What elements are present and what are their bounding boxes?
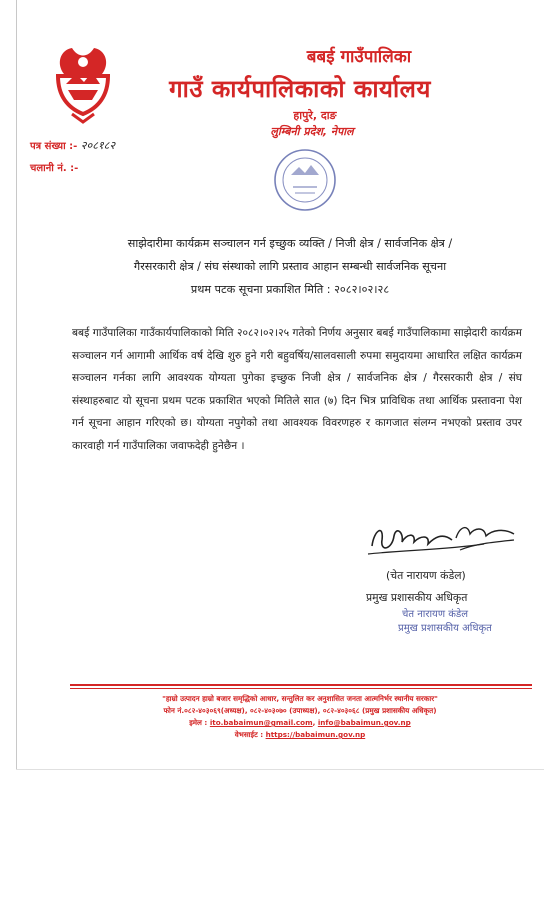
page-border bbox=[16, 769, 544, 770]
signatory-name: (चेत नारायण कंडेल) bbox=[386, 569, 466, 582]
dispatch-number bbox=[30, 160, 78, 174]
footer-phone: फोन नं.०८२-४०३०६९(अध्यक्ष), ०८२-४०३०७० (उपाध्यक्ष), ०८२-४०३०६८ (प्रमुख प्रशासकीय अधिकृत) bbox=[163, 706, 437, 715]
footer-website bbox=[40, 730, 553, 740]
notice-subject bbox=[50, 232, 530, 301]
province: लुम्बिनी प्रदेश, नेपाल bbox=[270, 125, 354, 138]
letter-number-value: २०८१८२ bbox=[80, 139, 116, 152]
letter-number bbox=[30, 138, 115, 153]
notice-body: बबई गाउँपालिका गाउँकार्यपालिकाको मिति २०८२।०२।२५ गतेको निर्णय अनुसार बबई गाउँपालिकामा साझेदारी कार्यक्रम सञ्चालन गर्न आगामी आर्थिक वर्ष देखि शुरु हुने गरी बहुवर्षिय/सालवसाली रुपमा समुदायमा आधारित लक्षित कार्यक्रम सञ्चालन गर्नका लागि आवश्यक योग्यता पुगेका इच्छुक निजी क्षेत्र / सार्वजनिक क्षेत्र / गैरसरकारी क्षेत्र / संघ संस्थाहरुबाट यो सूचना प्रथम पटक प्रकाशित भएको मितिले सात (७) दिन भित्र प्राविधिक तथा आर्थिक प्रस्तावना पेश गर्न सूचना आहान गरिएको छ। योग्यता नपुगेको तथा आवश्यक विवरणहरु र कागजात संलग्न नभएको प्रस्ताव उपर कारवाही गर्न गाउँपालिका जवाफदेही हुनेछैन । bbox=[72, 327, 522, 452]
municipality-name: बबई गाउँपालिका bbox=[306, 47, 412, 67]
dispatch-number-label: चलानी नं. :- bbox=[30, 163, 79, 174]
letter-number-label: पत्र संख्या :- bbox=[30, 141, 78, 152]
website-label: वेभसाईट : bbox=[234, 730, 264, 739]
subject-line: गैरसरकारी क्षेत्र / संघ संस्थाको लागि प्रस्ताव आहान सम्बन्धी सार्वजनिक सूचना bbox=[133, 260, 447, 273]
subject-line: साझेदारीमा कार्यक्रम सञ्चालन गर्न इच्छुक व्यक्ति / निजी क्षेत्र / सार्वजनिक क्षेत्र / bbox=[127, 237, 453, 250]
office-name: गाउँ कार्यपालिकाको कार्यालय bbox=[169, 75, 431, 103]
page-border bbox=[16, 0, 17, 770]
email-link[interactable]: ito.babaimun@gmail.com bbox=[209, 718, 313, 727]
signatory-title: प्रमुख प्रशासकीय अधिकृत bbox=[366, 591, 468, 604]
name-stamp: चेत नारायण कंडेल bbox=[402, 609, 469, 620]
footer-divider bbox=[70, 684, 532, 686]
email-link[interactable]: info@babaimun.gov.np bbox=[317, 718, 411, 727]
footer-email: इमेल : ito.babaimun@gmail.com, info@babaimun.gov.np bbox=[189, 718, 411, 727]
website-link[interactable]: https://babaimun.gov.np bbox=[265, 730, 366, 739]
footer-motto: "हाम्रो उत्पादन हाम्रो बजार समृद्धिको आधार, सन्तुलित कर अनुशासित जनता आत्मनिर्भर स्थानीय सरकार" bbox=[162, 694, 438, 703]
title-stamp: प्रमुख प्रशासकीय अधिकृत bbox=[398, 623, 492, 634]
email-label: इमेल : bbox=[189, 718, 208, 727]
publication-date-line: प्रथम पटक सूचना प्रकाशित मिति : २०८२।०२।२८ bbox=[190, 283, 390, 296]
district: हापुरे, दाङ bbox=[293, 109, 337, 122]
office-seal-stamp bbox=[255, 145, 355, 215]
footer-divider bbox=[70, 688, 532, 689]
handwritten-signature bbox=[364, 510, 524, 558]
